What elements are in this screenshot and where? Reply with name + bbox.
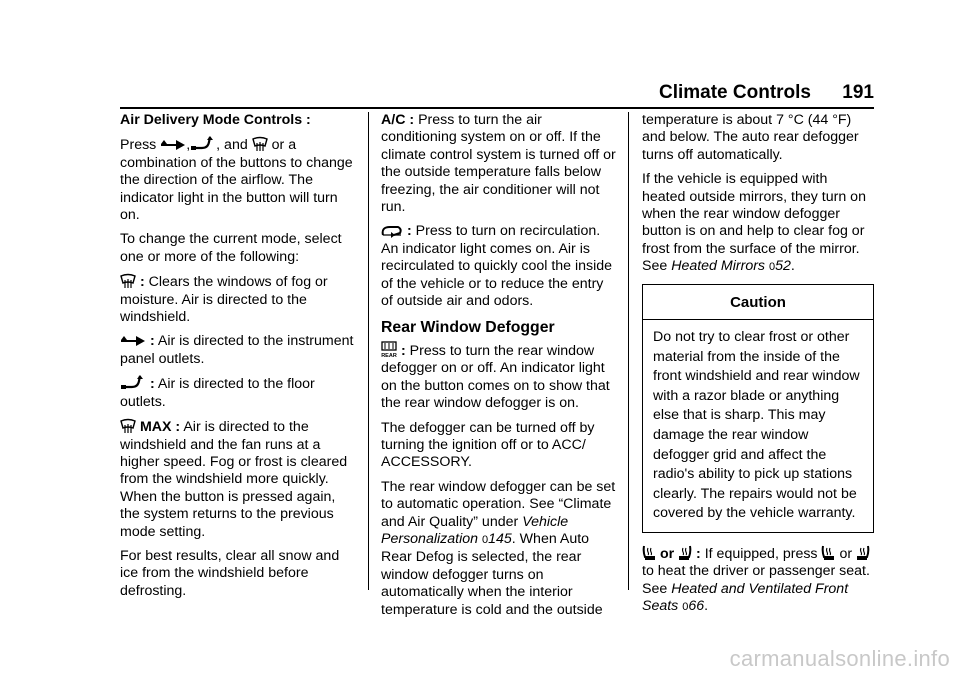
max-defrost-item: MAX : Air is directed to the windshield and the fan runs at a higher speed. Fog or frost is cleared from the windshield more quickly. When the button is pressed again, the system returns to the previous mode setting. (120, 419, 348, 540)
page-ref[interactable]: 145 (488, 530, 512, 547)
column-1 (120, 112, 354, 607)
vent-item: : Air is directed to the instrument panel outlets. (120, 333, 354, 367)
rear-defogger-heading: Rear Window Defogger (381, 319, 555, 337)
passenger-heated-seat-icon (856, 545, 870, 561)
caution-title: Caution (643, 285, 873, 320)
caution-text: Do not try to clear frost or other material from the inside of the front windshield and rear window with a razor blade or anything else that is sharp. This may damage the rear window defogger grid and affect the radio's ability to pick up stations clearly. The repairs would not be covered by the vehicle warranty. (653, 329, 860, 522)
heated-seats-link[interactable]: Heated and Ventilated Front Seats (642, 580, 849, 615)
best-results-text: For best results, clear all snow and ice from the windshield before defrosting. (120, 547, 340, 599)
rear-defogger-item: REAR : Press to turn the rear window defogger on or off. An indicator light on the button comes on to show that the rear window defogger is on. (381, 342, 610, 412)
page-ref-symbol: 0 (768, 261, 776, 274)
floor-mode-icon (190, 136, 216, 152)
passenger-heated-seat-icon (678, 545, 692, 561)
column-divider (628, 112, 629, 590)
vent-mode-icon (160, 138, 186, 152)
page-ref[interactable]: 52 (775, 258, 791, 275)
column-divider (368, 112, 369, 590)
defrost-mode-icon (120, 418, 136, 434)
driver-heated-seat-icon (642, 545, 656, 561)
page-number: 191 (842, 82, 874, 103)
page-ref-symbol: 0 (481, 533, 489, 546)
recirculation-icon (381, 224, 403, 238)
defrost-item: : Clears the windows of fog or moisture. Air is directed to the windshield. (120, 274, 328, 326)
rear-defogger-icon (381, 341, 397, 358)
page-header (659, 82, 874, 104)
page-ref-symbol: 0 (682, 601, 689, 614)
defrost-mode-icon (120, 273, 136, 289)
watermark: carmanualsonline.info (729, 646, 950, 671)
heated-seats-item: or : If equipped, press or to heat the driver or passenger seat. See Heated and Ventilated Front Seats 066. (642, 546, 870, 615)
temperature-text: temperature is about 7 °C (44 °F) and below. The auto rear defogger turns off automatically. (642, 112, 859, 163)
page-ref[interactable]: 66 (688, 598, 705, 615)
header-rule (120, 107, 874, 109)
floor-item: : Air is directed to the floor outlets. (120, 376, 315, 410)
vehicle-personalization-link[interactable]: Vehicle Personalization (381, 513, 569, 547)
heated-mirrors-link[interactable]: Heated Mirrors (671, 258, 766, 275)
column-3 (642, 112, 874, 624)
column-2 (381, 112, 617, 626)
driver-heated-seat-icon (821, 545, 835, 561)
defogger-off-text: The defogger can be turned off by turning the ignition off or to ACC/ ACCESSORY. (381, 419, 595, 471)
section-title: Climate Controls (658, 82, 812, 103)
auto-defog-text: The rear window defogger can be set to automatic operation. See “Climate and Air Quality” under Vehicle Personalization 0145. When Auto Rear Defog is selected, the rear window defogger turns on automatically when the interior temperature is cold and the outside (381, 478, 616, 618)
caution-box (642, 284, 874, 533)
air-delivery-paragraph: Press , , and or a combination of the buttons to change the direction of the airflow. The indicator light in the button will turn on. (120, 137, 353, 224)
svg-text:REAR: REAR (381, 352, 397, 358)
air-delivery-heading: Air Delivery Mode Controls : (120, 112, 311, 128)
floor-mode-icon (120, 375, 146, 391)
vent-mode-icon (120, 334, 146, 348)
heated-mirrors-text: If the vehicle is equipped with heated outside mirrors, they turn on when the rear window defogger button is on and help to clear fog or frost from the surface of the mirror. See Heated Mirrors 052. (642, 171, 866, 275)
recirculation-item: : Press to turn on recirculation. An indicator light comes on. Air is recirculated to quickly cool the inside of the vehicle or to reduce the entry of outside air and odors. (381, 223, 613, 310)
change-mode-text: To change the current mode, select one or more of the following: (120, 231, 342, 265)
defrost-mode-icon (252, 136, 268, 152)
ac-item: A/C : Press to turn the air conditioning system on or off. If the climate control system is turned off or the outside temperature falls below freezing, the air conditioner will not run. (381, 112, 616, 216)
